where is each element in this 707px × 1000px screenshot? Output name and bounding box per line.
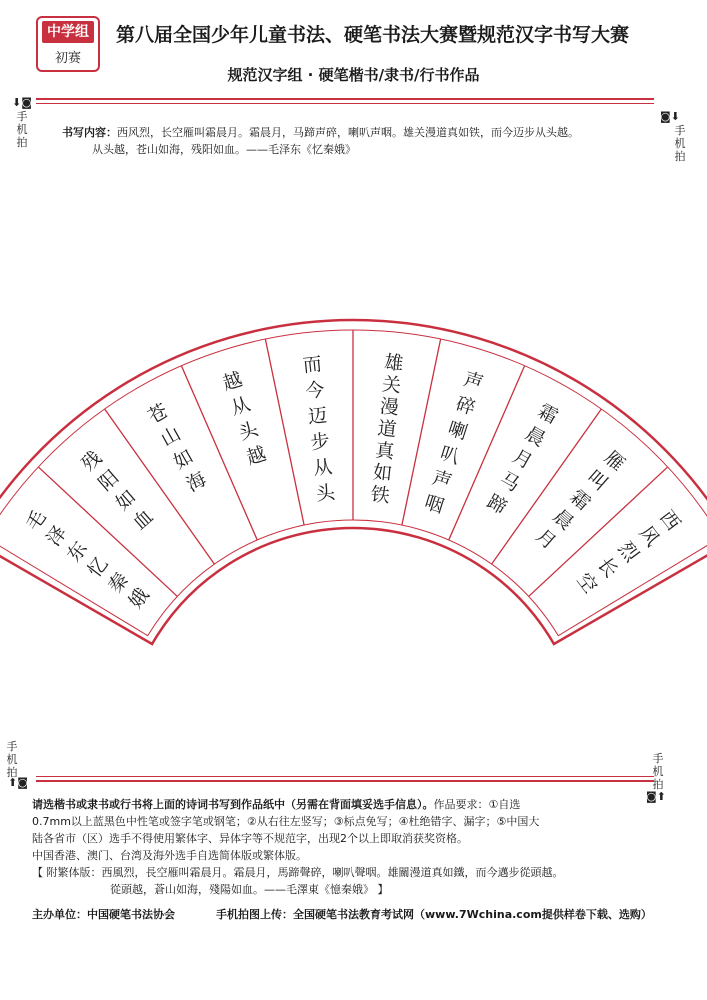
fan-character: 晨 bbox=[548, 505, 578, 535]
instructions-lead: 请选楷书或隶书或行书将上面的诗词书写到作品纸中（另需在背面填妥选手信息）。 bbox=[32, 798, 434, 811]
traditional-label: 【 附繁体版： bbox=[32, 866, 102, 879]
fan-character: 忆 bbox=[83, 553, 113, 582]
fan-character: 娥 bbox=[124, 584, 154, 613]
fan-character: 晨 bbox=[521, 422, 549, 452]
fan-character: 喇 bbox=[445, 417, 471, 445]
fan-character: 步 bbox=[309, 430, 331, 455]
fan-character: 从 bbox=[312, 455, 334, 480]
fan-character: 今 bbox=[304, 378, 326, 403]
side-label-bottom-right: 手机拍 bbox=[652, 752, 664, 791]
fan-character: 叭 bbox=[437, 442, 463, 469]
fan-character: 如 bbox=[111, 485, 141, 515]
upload-note: 手机拍图上传：全国硬笔书法教育考试网（www.7Wchina.com提供样卷下载、选购） bbox=[216, 908, 652, 921]
fan-character: 血 bbox=[128, 505, 158, 535]
traditional-line-1: 西風烈，長空雁叫霜晨月。霜晨月，馬蹄聲碎，喇叭聲咽。雄關漫道真如鐵，而今邁步從頭越。 bbox=[101, 866, 564, 879]
content-label: 书写内容： bbox=[62, 126, 117, 139]
content-line-1: 西风烈，长空雁叫霜晨月。霜晨月，马蹄声碎，喇叭声咽。雄关漫道真如铁，而今迈步从头越。 bbox=[117, 126, 579, 139]
instructions-req-2: 0.7mm以上蓝黑色中性笔或签字笔或钢笔；②从右往左竖写；③标点免写；④杜绝错字、漏字；⑤中国大 bbox=[32, 815, 540, 828]
fan-column bbox=[77, 447, 157, 535]
page-subtitle: 规范汉字组 · 硬笔楷书/隶书/行书作品 bbox=[227, 66, 480, 84]
fan-character: 迈 bbox=[307, 404, 329, 429]
fan-character: 声 bbox=[460, 368, 486, 395]
fan-character: 蹄 bbox=[483, 490, 511, 519]
traditional-line-2: 從頭越，蒼山如海，殘陽如血。——毛澤東《憶秦娥》 】 bbox=[110, 883, 389, 896]
fan-character: 声 bbox=[429, 466, 455, 494]
camera-icon: ⬇◙ bbox=[12, 96, 32, 109]
instructions-req-1: 作品要求：①自选 bbox=[433, 798, 521, 811]
fan-character: 山 bbox=[157, 422, 185, 452]
bottom-divider bbox=[36, 780, 654, 782]
fan-character: 长 bbox=[592, 553, 623, 582]
fan-column bbox=[572, 506, 684, 597]
side-label-top-left: 手机拍 bbox=[16, 110, 28, 149]
instructions-req-4: 中国香港、澳门、台湾及海外选手自选简体版或繁体版。 bbox=[32, 849, 307, 862]
instructions bbox=[32, 796, 672, 898]
side-label-bottom-left: 手机拍 bbox=[6, 740, 18, 779]
fan-character: 咽 bbox=[421, 491, 447, 519]
fan-column bbox=[422, 368, 486, 518]
fan-character: 烈 bbox=[613, 537, 643, 567]
fan-character: 马 bbox=[495, 467, 524, 497]
fan-column bbox=[531, 447, 628, 554]
page-title: 第八届全国少年儿童书法、硬笔书法大赛暨规范汉字书写大赛 bbox=[116, 24, 630, 46]
round-label: 初赛 bbox=[54, 51, 81, 66]
side-label-top-right: 手机拍 bbox=[674, 124, 686, 163]
bottom-divider-thin bbox=[36, 776, 654, 777]
fan-character: 而 bbox=[301, 353, 323, 377]
fan-character: 月 bbox=[531, 524, 561, 554]
fan-character: 海 bbox=[182, 467, 211, 497]
fan-character: 秦 bbox=[104, 568, 134, 598]
camera-icon: ◙⬆ bbox=[646, 790, 666, 803]
fan-character: 关 bbox=[381, 373, 403, 398]
fan-character: 如 bbox=[371, 461, 394, 486]
fan-character: 苍 bbox=[144, 399, 172, 429]
fan-character: 头 bbox=[236, 417, 261, 445]
fan-character: 西 bbox=[655, 506, 685, 535]
fan-character: 铁 bbox=[369, 483, 391, 508]
fan-character: 碎 bbox=[453, 392, 478, 420]
fan-character: 霜 bbox=[565, 485, 595, 515]
fan-column bbox=[370, 351, 405, 507]
fan-character: 雄 bbox=[383, 351, 405, 376]
fan-character: 越 bbox=[243, 442, 269, 470]
fan-character: 雁 bbox=[599, 446, 629, 476]
camera-icon: ◙⬇ bbox=[660, 110, 680, 123]
fan-character: 道 bbox=[376, 417, 398, 442]
fan-divider bbox=[265, 339, 304, 525]
fan-character: 月 bbox=[508, 445, 537, 474]
fan-character: 真 bbox=[374, 439, 396, 464]
fan-character: 叫 bbox=[582, 466, 612, 496]
content-line-2: 从头越，苍山如海，残阳如血。——毛泽东《忆秦娥》 bbox=[92, 143, 356, 156]
fan-character: 头 bbox=[314, 481, 337, 506]
fan-character: 如 bbox=[169, 445, 198, 474]
fan-column bbox=[302, 353, 337, 505]
fan-column bbox=[483, 400, 561, 519]
fan-character: 漫 bbox=[378, 395, 400, 420]
host-organization: 主办单位：中国硬笔书法协会 bbox=[32, 908, 175, 921]
fan-character: 空 bbox=[572, 569, 602, 598]
fan-column bbox=[220, 368, 268, 469]
fan-character: 阳 bbox=[94, 466, 124, 496]
fan-column bbox=[144, 400, 210, 496]
fan-character: 毛 bbox=[21, 506, 51, 535]
instructions-req-3: 陆各省市（区）选手不得使用繁体字、异体字等不规范字，出现2个以上即取消获奖资格。 bbox=[32, 832, 468, 845]
camera-icon: ⬆◙ bbox=[8, 776, 28, 789]
fan-character: 风 bbox=[634, 522, 664, 551]
fan-character: 从 bbox=[228, 393, 253, 420]
fan-character: 霜 bbox=[534, 399, 562, 429]
fan-character: 残 bbox=[77, 446, 107, 476]
fan-character: 东 bbox=[62, 537, 92, 566]
group-label: 中学组 bbox=[42, 21, 94, 43]
fan-character: 泽 bbox=[42, 521, 72, 551]
fan-character: 越 bbox=[220, 368, 246, 396]
